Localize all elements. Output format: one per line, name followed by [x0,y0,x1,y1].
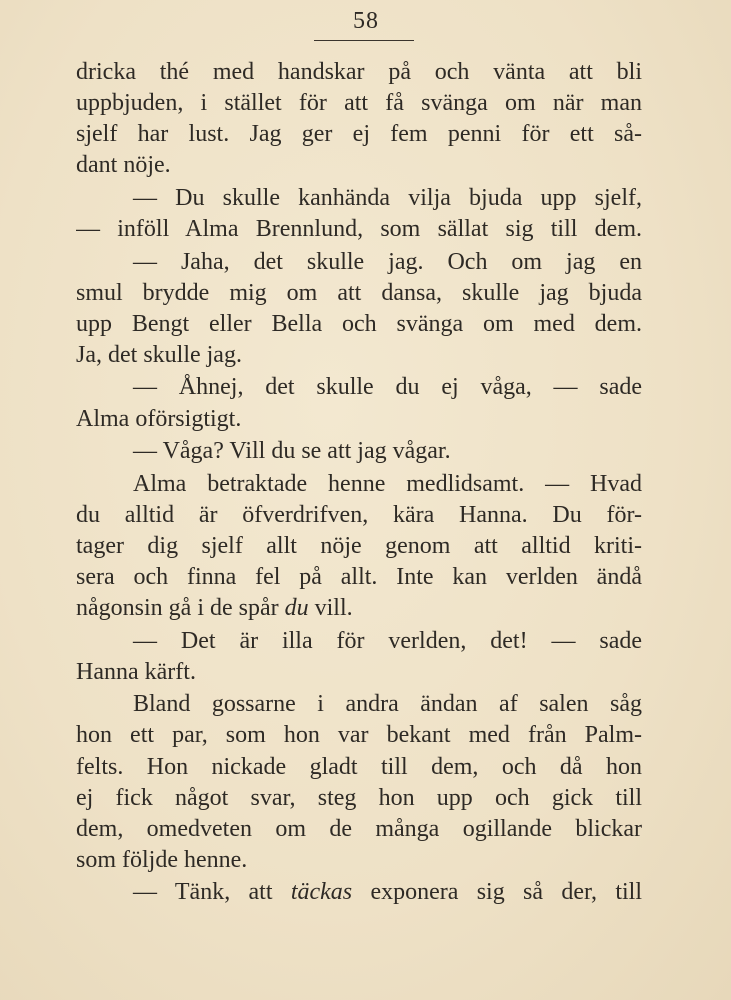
text-line: hon ett par, som hon var bekant med från Palm- [76,722,642,749]
text-line: dricka thé med handskar på och vänta att bli [76,59,642,85]
text-line: — inföll Alma Brennlund, som sällat sig till dem. [76,215,642,242]
text-line: — Du skulle kanhända vilja bjuda upp sjelf, [133,184,642,211]
text-line: tager dig sjelf allt nöje genom att alltid kriti- [76,532,642,559]
text-line: uppbjuden, i stället för att få svänga om när man [76,90,642,117]
text-line: — Det är illa för verlden, det! — sade [133,627,642,654]
text-line: ej fick något svar, steg hon upp och gick till [76,784,642,811]
text-line: du alltid är öfverdrifven, kära Hanna. Du för- [76,501,642,528]
text-line: — Tänk, att täckas exponera sig så der, till [133,879,642,906]
text-line: Ja, det skulle jag. [76,341,242,368]
text-line: Bland gossarne i andra ändan af salen såg [133,691,642,718]
text-line: — Jaha, det skulle jag. Och om jag en [133,248,642,275]
page-number: 58 [353,8,379,34]
emphasized-word: du [284,595,309,622]
text-line: Alma betraktade henne medlidsamt. — Hvad [133,470,642,497]
text-line: — Åhnej, det skulle du ej våga, — sade [133,374,642,401]
text-line: Alma oförsigtigt. [76,405,242,432]
emphasized-word: täckas [290,879,353,906]
text-line: Hanna kärft. [76,658,196,685]
text-line: någonsin gå i de spår du vill. [76,595,353,622]
text-line: dant nöje. [76,152,171,179]
text-line: upp Bengt eller Bella och svänga om med dem. [76,310,642,337]
text-line: sjelf har lust. Jag ger ej fem penni för ett så- [76,121,642,148]
text-line: — Våga? Vill du se att jag vågar. [133,438,451,465]
page-number-rule [314,40,414,41]
text-line: felts. Hon nickade gladt till dem, och då hon [76,753,642,780]
text-line: dem, omedveten om de många ogillande blickar [76,815,642,842]
text-line: smul brydde mig om att dansa, skulle jag bjuda [76,279,642,306]
text-line: som följde henne. [76,846,248,873]
text-line: sera och finna fel på allt. Inte kan verlden ändå [76,564,642,590]
body-text [76,57,642,909]
